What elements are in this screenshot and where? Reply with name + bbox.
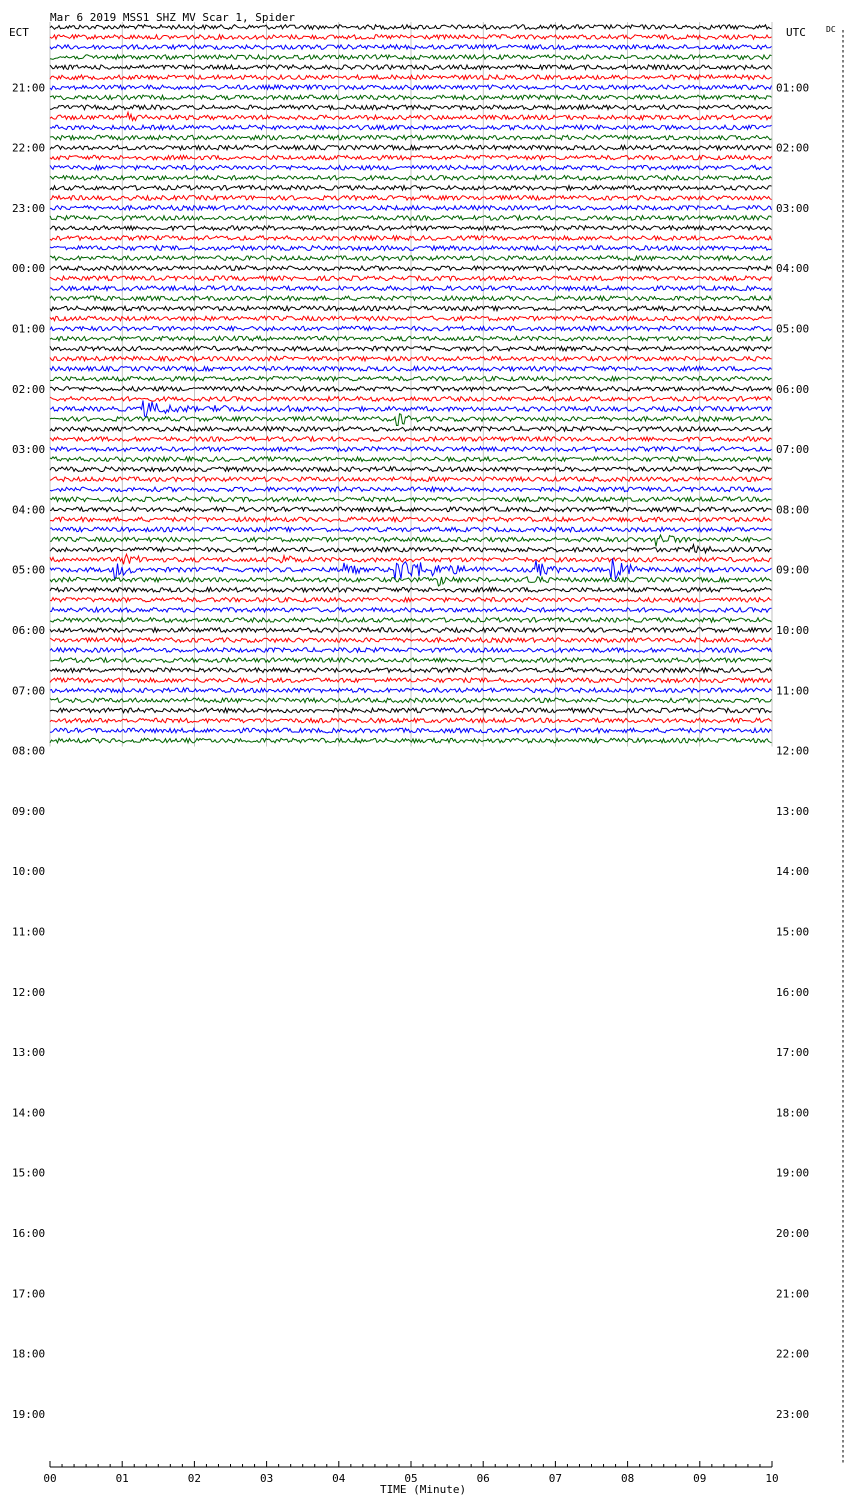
x-axis-label: TIME (Minute) bbox=[380, 1483, 467, 1496]
left-hour-label: 09:00 bbox=[12, 804, 46, 818]
x-tick-label: 02 bbox=[187, 1472, 202, 1485]
right-hour-label: 04:00 bbox=[776, 262, 810, 276]
right-hour-label: 22:00 bbox=[776, 1347, 810, 1361]
left-hour-label: 14:00 bbox=[12, 1106, 46, 1120]
left-hour-label: 19:00 bbox=[12, 1407, 46, 1421]
right-hour-label: 20:00 bbox=[776, 1227, 810, 1240]
left-hour-label: 11:00 bbox=[12, 925, 46, 939]
right-hour-label: 21:00 bbox=[776, 1287, 810, 1301]
left-hour-label: 03:00 bbox=[12, 443, 46, 457]
right-hour-label: 15:00 bbox=[776, 925, 810, 939]
x-tick-label: 00 bbox=[43, 1472, 57, 1485]
left-hour-label: 04:00 bbox=[12, 503, 46, 517]
minute-gridlines bbox=[50, 22, 772, 747]
time-axis bbox=[43, 1461, 778, 1485]
left-hour-label: 06:00 bbox=[12, 624, 46, 637]
right-hour-label: 08:00 bbox=[776, 503, 810, 517]
left-hour-label: 23:00 bbox=[12, 201, 46, 215]
left-hour-label: 08:00 bbox=[12, 744, 46, 758]
x-tick-label: 05 bbox=[404, 1472, 418, 1485]
left-hour-label: 17:00 bbox=[12, 1287, 46, 1301]
right-hour-label: 07:00 bbox=[776, 443, 810, 457]
left-timezone-label: ECT bbox=[9, 26, 29, 39]
x-tick-label: 10 bbox=[765, 1472, 779, 1485]
dc-label: DC bbox=[826, 25, 836, 34]
right-hour-label: 02:00 bbox=[776, 141, 810, 155]
right-timezone-label: UTC bbox=[786, 26, 806, 39]
left-hour-label: 18:00 bbox=[12, 1347, 46, 1361]
x-tick-label: 07 bbox=[548, 1472, 563, 1485]
x-tick-label: 03 bbox=[259, 1472, 274, 1485]
right-hour-label: 05:00 bbox=[776, 322, 810, 336]
right-hour-label: 10:00 bbox=[776, 624, 810, 637]
left-hour-label: 10:00 bbox=[12, 865, 46, 879]
left-hour-label: 22:00 bbox=[12, 141, 46, 155]
x-tick-label: 01 bbox=[115, 1472, 129, 1485]
chart-title: Mar 6 2019 MSS1 SHZ MV Scar 1, Spider bbox=[50, 11, 296, 24]
left-hour-label: 21:00 bbox=[12, 81, 46, 95]
x-tick-label: 09 bbox=[693, 1472, 707, 1485]
right-hour-label: 09:00 bbox=[776, 563, 810, 577]
right-hour-label: 18:00 bbox=[776, 1106, 810, 1120]
right-hour-label: 01:00 bbox=[776, 81, 810, 95]
left-hour-label: 05:00 bbox=[12, 563, 46, 577]
right-hour-label: 11:00 bbox=[776, 684, 810, 698]
left-hour-label: 07:00 bbox=[12, 684, 46, 698]
right-hour-label: 14:00 bbox=[776, 865, 810, 879]
left-hour-label: 12:00 bbox=[12, 985, 46, 999]
right-hour-label: 19:00 bbox=[776, 1166, 810, 1180]
left-hour-label: 13:00 bbox=[12, 1046, 46, 1060]
left-hour-label: 02:00 bbox=[12, 382, 46, 396]
right-hour-label: 06:00 bbox=[776, 382, 810, 396]
x-tick-label: 08 bbox=[620, 1472, 635, 1485]
right-hour-label: 23:00 bbox=[776, 1407, 810, 1421]
right-hour-label: 17:00 bbox=[776, 1046, 810, 1060]
x-tick-label: 04 bbox=[332, 1472, 346, 1485]
right-hour-label: 03:00 bbox=[776, 201, 810, 215]
right-hour-label: 12:00 bbox=[776, 744, 810, 758]
left-hour-label: 16:00 bbox=[12, 1227, 46, 1240]
x-tick-label: 06 bbox=[476, 1472, 490, 1485]
left-hour-label: 15:00 bbox=[12, 1166, 46, 1180]
right-hour-label: 13:00 bbox=[776, 804, 810, 818]
left-hour-label: 00:00 bbox=[12, 262, 46, 276]
left-hour-label: 01:00 bbox=[12, 322, 46, 336]
right-hour-label: 16:00 bbox=[776, 985, 810, 999]
hour-label-group bbox=[12, 81, 809, 1421]
